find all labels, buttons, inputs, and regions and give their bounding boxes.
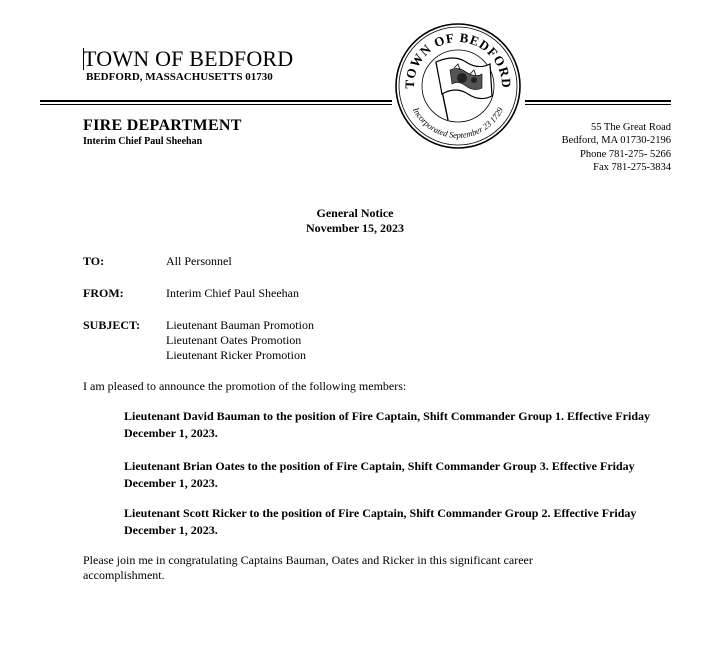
subject-line: Lieutenant Oates Promotion bbox=[166, 333, 302, 348]
address-fax: Fax 781-275-3834 bbox=[593, 161, 671, 173]
subject-line: Lieutenant Ricker Promotion bbox=[166, 348, 306, 363]
to-label: TO: bbox=[83, 254, 105, 268]
department-name: FIRE DEPARTMENT bbox=[83, 117, 242, 134]
subject-line: Lieutenant Bauman Promotion bbox=[166, 318, 314, 332]
from-label: FROM: bbox=[83, 286, 124, 300]
seal-bottom-text: Incorporated September 23 1729 bbox=[410, 105, 506, 141]
promotion-item: Lieutenant David Bauman to the position of Fire Captain, Shift Commander Group 1. Effective Friday December 1, 2023. bbox=[124, 409, 651, 440]
address-phone: Phone 781-275- 5266 bbox=[580, 148, 671, 160]
subject-list bbox=[166, 318, 314, 364]
to-value: All Personnel bbox=[166, 254, 232, 268]
subject-label: SUBJECT: bbox=[83, 318, 141, 332]
notice-heading bbox=[0, 206, 710, 236]
header-rule-left-thin bbox=[40, 104, 392, 105]
notice-date: November 15, 2023 bbox=[305, 221, 405, 235]
chief-name: Interim Chief Paul Sheehan bbox=[83, 136, 203, 147]
town-name: TOWN OF BEDFORD bbox=[83, 46, 294, 71]
from-value: Interim Chief Paul Sheehan bbox=[166, 286, 299, 300]
notice-title: General Notice bbox=[316, 206, 394, 220]
header-rule-left bbox=[40, 100, 392, 102]
address-street: 55 The Great Road bbox=[591, 122, 671, 133]
promotion-item: Lieutenant Brian Oates to the position of Fire Captain, Shift Commander Group 3. Effective Friday December 1, 2023. bbox=[124, 459, 635, 490]
header-rule-right bbox=[525, 100, 671, 102]
intro-paragraph: I am pleased to announce the promotion of the following members: bbox=[83, 379, 407, 393]
department-address bbox=[562, 121, 671, 174]
closing-paragraph: Please join me in congratulating Captains Bauman, Oates and Ricker in this significant career accomplishment. bbox=[83, 553, 533, 582]
address-city: Bedford, MA 01730-2196 bbox=[561, 135, 671, 147]
town-location: BEDFORD, MASSACHUSETTS 01730 bbox=[86, 71, 273, 83]
header-rule-right-thin bbox=[525, 104, 671, 105]
seal-top-text: TOWN OF BEDFORD bbox=[401, 29, 515, 90]
promotion-item: Lieutenant Scott Ricker to the position of Fire Captain, Shift Commander Group 2. Effective Friday December 1, 2023. bbox=[124, 506, 637, 537]
town-seal-icon bbox=[394, 22, 522, 150]
